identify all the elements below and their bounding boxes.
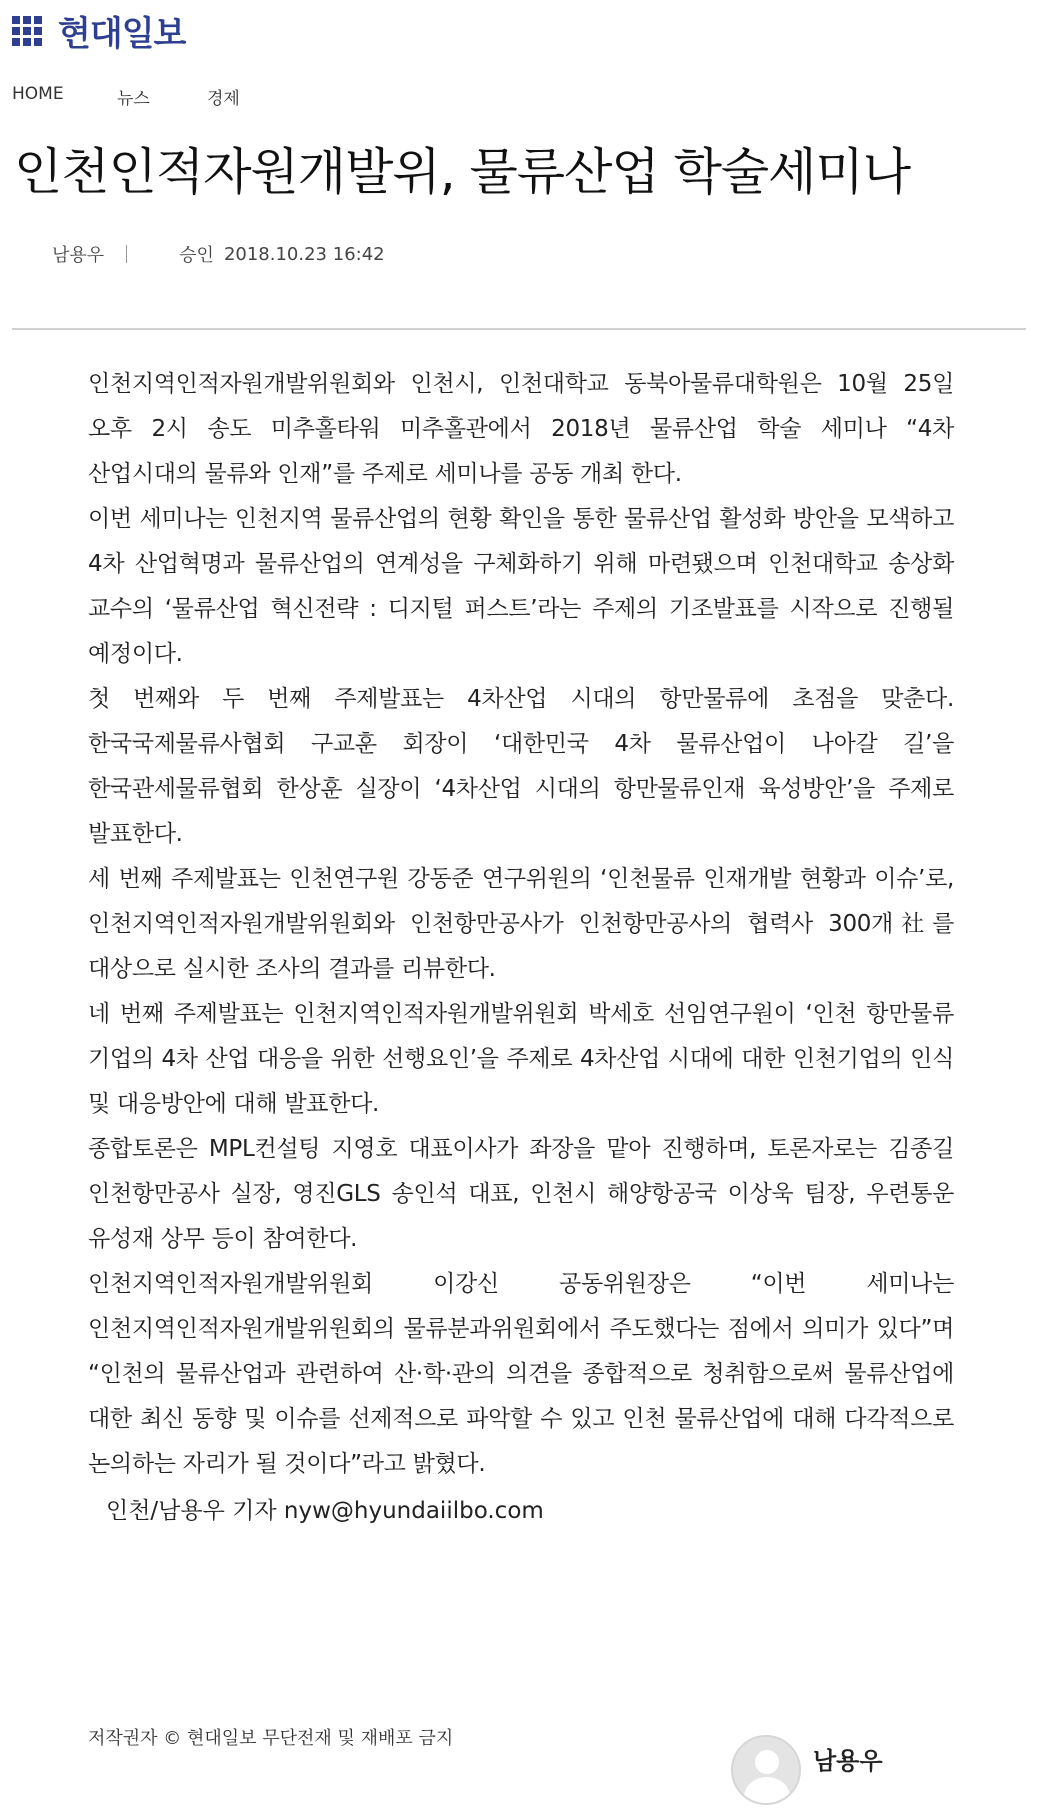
user-avatar-icon <box>731 1735 801 1805</box>
article-author[interactable]: 남용우 <box>52 245 105 266</box>
article-title: 인천인적자원개발위, 물류산업 학술세미나 <box>14 143 911 201</box>
article-paragraph: 인천지역인적자원개발위원회 이강신 공동위원장은 “이번 세미나는 인천지역인적자원개발위원회의 물류분과위원회에서 주도했다는 점에서 의미가 있다”며 “인천의 물류산업과 관련하여 산·학·관의 의견을 종합적으로 청취함으로써 물류산업에 대한 최신 동향 및 이슈를 선제적으로 파악할 수 있고 인천 물류산업에 대해 다각적으로 논의하는 자리가 될 것이다”라고 밝혔다. <box>88 1271 954 1477</box>
article-paragraph: 종합토론은 MPL컨설팅 지영호 대표이사가 좌장을 맡아 진행하며, 토론자로는 김종길 인천항만공사 실장, 영진GLS 송인석 대표, 인천시 해양항공국 이상욱 팀장, 우련통운 유성재 상무 등이 참여한다. <box>88 1136 954 1252</box>
article-paragraph: 이번 세미나는 인천지역 물류산업의 현황 확인을 통한 물류산업 활성화 방안을 모색하고 4차 산업혁명과 물류산업의 연계성을 구체화하기 위해 마련됐으며 인천대학교 송상화 교수의 ‘물류산업 혁신전략 : 디지털 퍼스트’라는 주제의 기조발표를 시작으로 진행될 예정이다. <box>88 506 954 667</box>
article-paragraph: 인천지역인적자원개발위원회와 인천시, 인천대학교 동북아물류대학원은 10월 25일 오후 2시 송도 미추홀타워 미추홀관에서 2018년 물류산업 학술 세미나 “4차 산업시대의 물류와 인재”를 주제로 세미나를 공동 개최 한다. <box>88 371 954 487</box>
approved-label: 승인 <box>179 245 214 266</box>
header-divider <box>12 328 1026 330</box>
copyright-notice: 저작권자 © 현대일보 무단전재 및 재배포 금지 <box>88 1728 454 1749</box>
meta-divider <box>126 245 127 263</box>
approved-datetime: 2018.10.23 16:42 <box>223 243 385 265</box>
site-logo[interactable] <box>12 14 185 54</box>
nav-news-link[interactable]: 뉴스 <box>117 89 150 109</box>
article-meta <box>52 241 385 267</box>
article-paragraph: 세 번째 주제발표는 인천연구원 강동준 연구위원의 ‘인천물류 인재개발 현황과 이슈’로, 인천지역인적자원개발위원회와 인천항만공사가 인천항만공사의 협력사 300개社를 대상으로 실시한 조사의 결과를 리뷰한다. <box>88 866 954 982</box>
nav-economy-link[interactable]: 경제 <box>207 89 240 109</box>
nav-home-link[interactable]: HOME <box>12 84 64 104</box>
breadcrumb <box>12 84 240 109</box>
logo-grid-icon <box>12 16 50 52</box>
article-paragraph: 첫 번째와 두 번째 주제발표는 4차산업 시대의 항만물류에 초점을 맞춘다. 한국국제물류사협회 구교훈 회장이 ‘대한민국 4차 물류산업이 나아갈 길’을 한국관세물류협회 한상훈 실장이 ‘4차산업 시대의 항만물류인재 육성방안’을 주제로 발표한다. <box>88 686 954 847</box>
article-body <box>88 362 954 1531</box>
article-paragraph: 네 번째 주제발표는 인천지역인적자원개발위원회 박세호 선임연구원이 ‘인천 항만물류 기업의 4차 산업 대응을 위한 선행요인’을 주제로 4차산업 시대에 대한 인천기업의 인식 및 대응방안에 대해 발표한다. <box>88 1001 954 1117</box>
site-name: 현대일보 <box>58 14 186 54</box>
reporter-byline: 인천/남용우 기자 nyw@hyundaiilbo.com <box>106 1498 544 1524</box>
author-box[interactable] <box>731 1735 883 1805</box>
author-box-name[interactable]: 남용우 <box>813 1747 883 1775</box>
